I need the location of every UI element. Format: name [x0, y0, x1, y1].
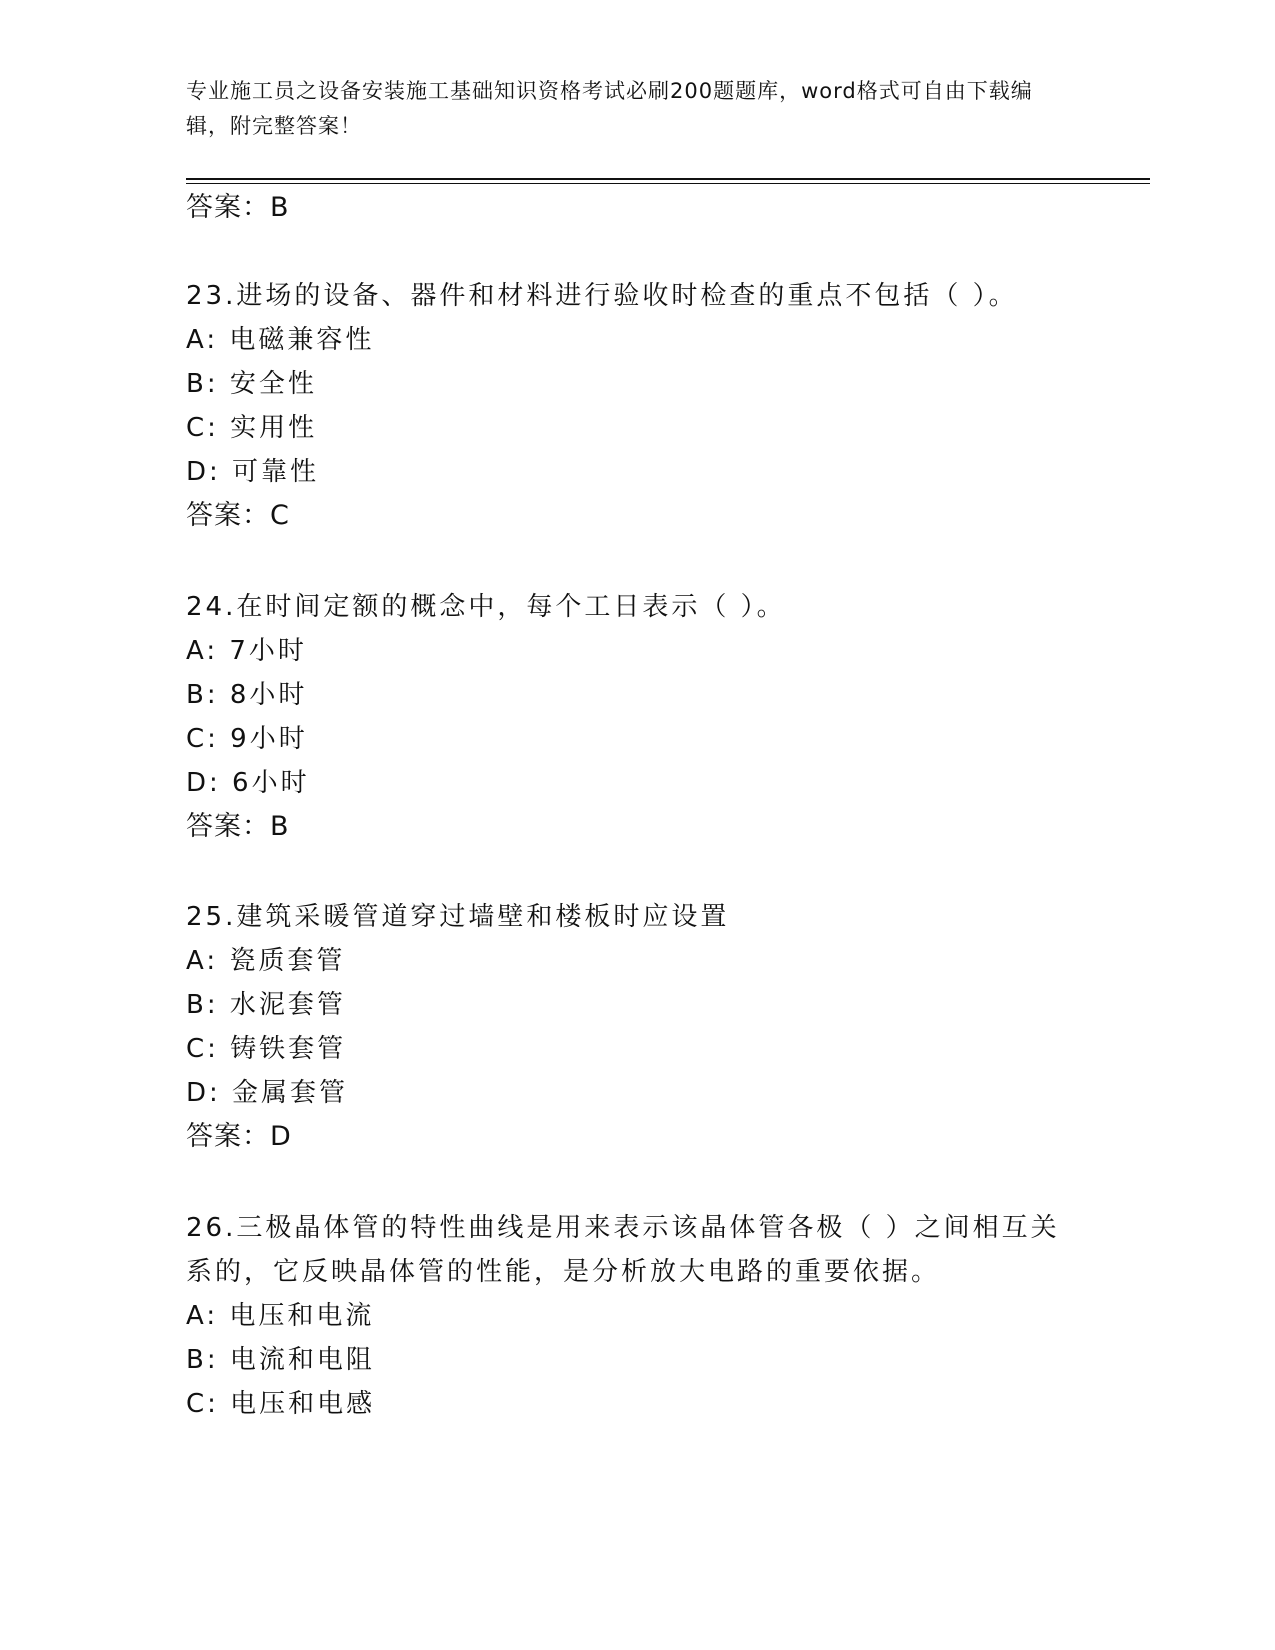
question-stem: 24.在时间定额的概念中，每个工日表示（ ）。	[186, 592, 786, 622]
option-c: C: 电压和电感	[186, 1389, 376, 1419]
option-b: B: 安全性	[186, 369, 317, 399]
header-divider	[186, 178, 1150, 180]
header-divider-thin	[186, 183, 1150, 184]
option-c: C: 9小时	[186, 724, 308, 754]
question-stem-continued: 系的，它反映晶体管的性能，是分析放大电路的重要依据。	[186, 1257, 941, 1287]
option-a: A: 电压和电流	[186, 1301, 375, 1331]
option-c: C: 铸铁套管	[186, 1034, 347, 1064]
option-c: C: 实用性	[186, 413, 318, 443]
answer-line: 答案：B	[186, 192, 290, 223]
question-stem: 25.建筑采暖管道穿过墙壁和楼板时应设置	[186, 902, 730, 932]
option-d: D: 金属套管	[186, 1078, 349, 1108]
answer-line: 答案：D	[186, 1121, 292, 1152]
option-b: B: 电流和电阻	[186, 1345, 375, 1375]
answer-line: 答案：B	[186, 811, 290, 842]
option-a: A: 瓷质套管	[186, 946, 346, 976]
option-d: D: 6小时	[186, 768, 310, 798]
option-a: A: 电磁兼容性	[186, 325, 375, 355]
option-b: B: 8小时	[186, 680, 308, 710]
option-d: D: 可靠性	[186, 457, 320, 487]
page-header: 专业施工员之设备安装施工基础知识资格考试必刷200题题库，word格式可自由下载编辑，附完整答案！	[186, 79, 1033, 138]
option-b: B: 水泥套管	[186, 990, 346, 1020]
question-stem: 23.进场的设备、器件和材料进行验收时检查的重点不包括（ ）。	[186, 281, 1018, 311]
answer-line: 答案：C	[186, 500, 290, 531]
option-a: A: 7小时	[186, 636, 307, 666]
question-stem: 26.三极晶体管的特性曲线是用来表示该晶体管各极（ ）之间相互关	[186, 1213, 1060, 1243]
